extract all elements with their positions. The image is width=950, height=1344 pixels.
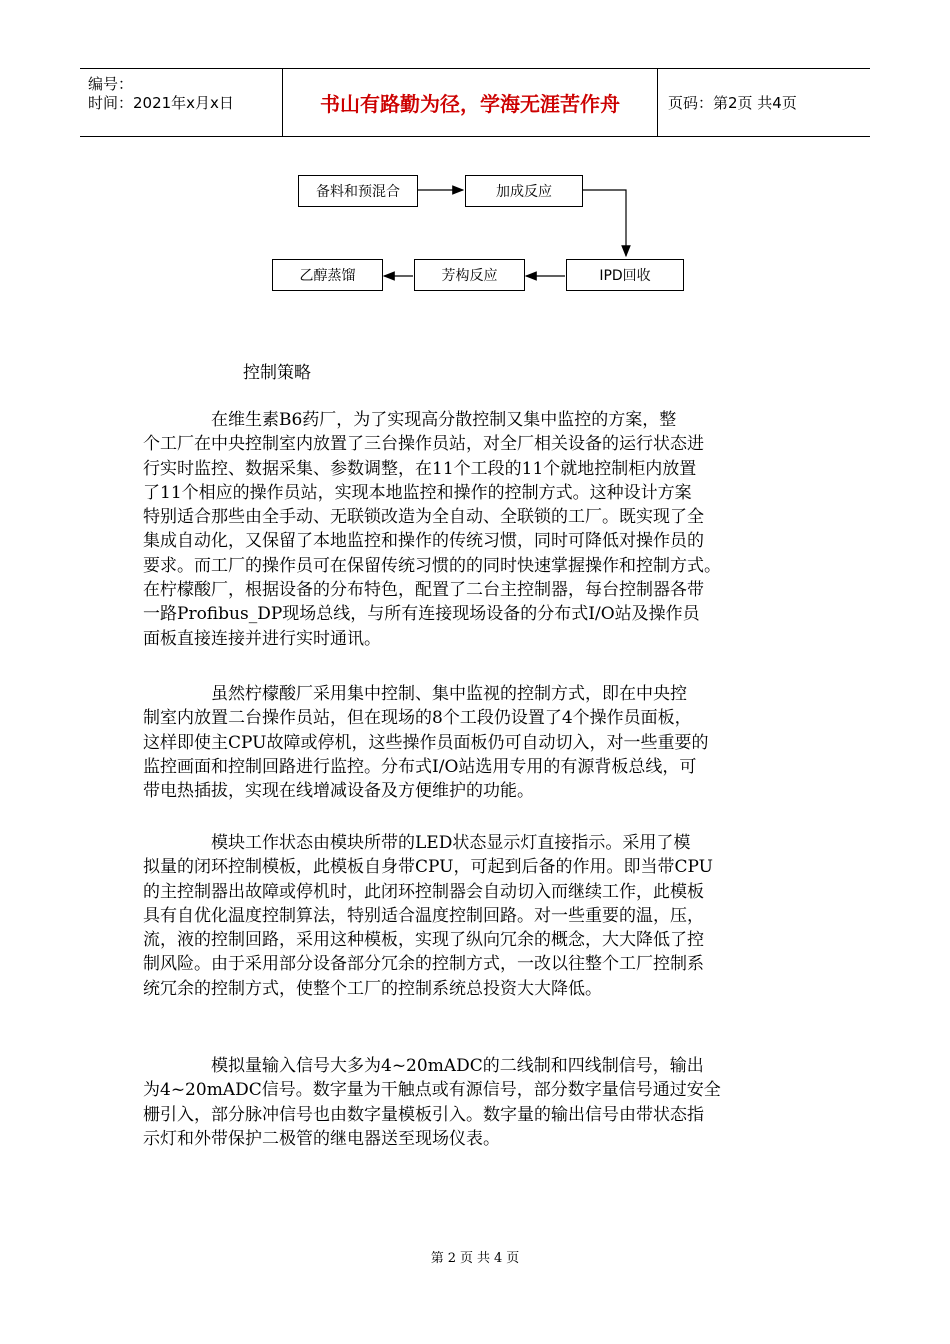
page-info: 页码：第2页 共4页 [668,94,797,112]
text-line: 个工厂在中央控制室内放置了三台操作员站，对全厂相关设备的运行状态进 [143,434,704,455]
number-label: 编号： [88,75,134,93]
text-line: 面板直接连接并进行实时通讯。 [143,628,381,649]
text-line: 为4~20mADC信号。数字量为干触点或有源信号，部分数字量信号通过安全 [143,1080,721,1101]
footer-text: 页 [506,1251,520,1266]
flow-node-ipd: IPD回收 [566,259,684,291]
text-line: 栅引入，部分脉冲信号也由数字量模板引入。数字量的输出信号由带状态指 [143,1104,704,1125]
section-title: 控制策略 [243,363,311,383]
text-line: 制室内放置二台操作员站，但在现场的8个工段仍设置了4个操作员面板， [143,708,692,729]
text-line: 一路Profibus_DP现场总线，与所有连接现场设备的分布式I/O站及操作员 [143,604,700,625]
text-line: 了11个相应的操作员站，实现本地监控和操作的控制方式。这种设计方案 [143,482,692,503]
text-line: 的主控制器出故障或停机时，此闭环控制器会自动切入而继续工作，此模板 [143,881,704,902]
flow-node-premix: 备料和预混合 [298,175,418,207]
footer-total-pages: 4 [494,1251,503,1266]
text-line: 带电热插拔，实现在线增减设备及方便维护的功能。 [143,781,534,802]
page-footer [0,1247,950,1266]
footer-page-number: 2 [447,1251,456,1266]
text-line: 行实时监控、数据采集、参数调整，在11个工段的11个就地控制柜内放置 [143,458,697,479]
text-line: 流，液的控制回路，采用这种模板，实现了纵向冗余的概念，大大降低了控 [143,930,704,951]
text-line: 集成自动化，又保留了本地监控和操作的传统习惯，同时可降低对操作员的 [143,531,704,552]
motto: 书山有路勤为径，学海无涯苦作舟 [282,69,658,136]
date-label: 时间：2021年x月x日 [88,94,234,112]
text-line: 在维生素B6药厂，为了实现高分散控制又集中监控的方案，整 [143,410,677,430]
text-line: 在柠檬酸厂，根据设备的分布特色，配置了二台主控制器，每台控制器各带 [143,580,704,601]
arrow-2 [583,190,626,256]
flow-node-addition: 加成反应 [465,175,583,207]
text-line: 统冗余的控制方式，使整个工厂的控制系统总投资大大降低。 [143,978,602,999]
text-line: 示灯和外带保护二极管的继电器送至现场仪表。 [143,1128,500,1149]
text-line: 具有自优化温度控制算法，特别适合温度控制回路。对一些重要的温，压， [143,905,704,926]
text-line: 制风险。由于采用部分设备部分冗余的控制方式，一改以往整个工厂控制系 [143,954,704,975]
text-line: 模拟量输入信号大多为4~20mADC的二线制和四线制信号，输出 [143,1056,704,1076]
flow-node-ethanol: 乙醇蒸馏 [272,259,383,291]
paragraph-4 [143,1054,823,1151]
text-line: 模块工作状态由模块所带的LED状态显示灯直接指示。采用了模 [143,833,691,853]
process-flowchart [260,160,700,300]
text-line: 监控画面和控制回路进行监控。分布式I/O站选用专用的有源背板总线，可 [143,756,697,777]
text-line: 特别适合那些由全手动、无联锁改造为全自动、全联锁的工厂。既实现了全 [143,507,704,528]
header-left-cell [80,69,280,136]
text-line: 拟量的闭环控制模板，此模板自身带CPU，可起到后备的作用。即当带CPU [143,857,713,878]
page-header [80,68,870,137]
footer-text: 第 [430,1251,444,1266]
text-line: 要求。而工厂的操作员可在保留传统习惯的的同时快速掌握操作和控制方式。 [143,555,721,576]
text-line: 虽然柠檬酸厂采用集中控制、集中监视的控制方式，即在中央控 [143,684,687,704]
text-line: 这样即使主CPU故障或停机，这些操作员面板仍可自动切入，对一些重要的 [143,732,709,753]
paragraph-2 [143,682,823,803]
paragraph-3 [143,831,823,1001]
footer-text: 共 [477,1251,491,1266]
flow-node-aromatization: 芳构反应 [414,259,525,291]
footer-text: 页 [459,1251,473,1266]
paragraph-1 [143,408,823,651]
